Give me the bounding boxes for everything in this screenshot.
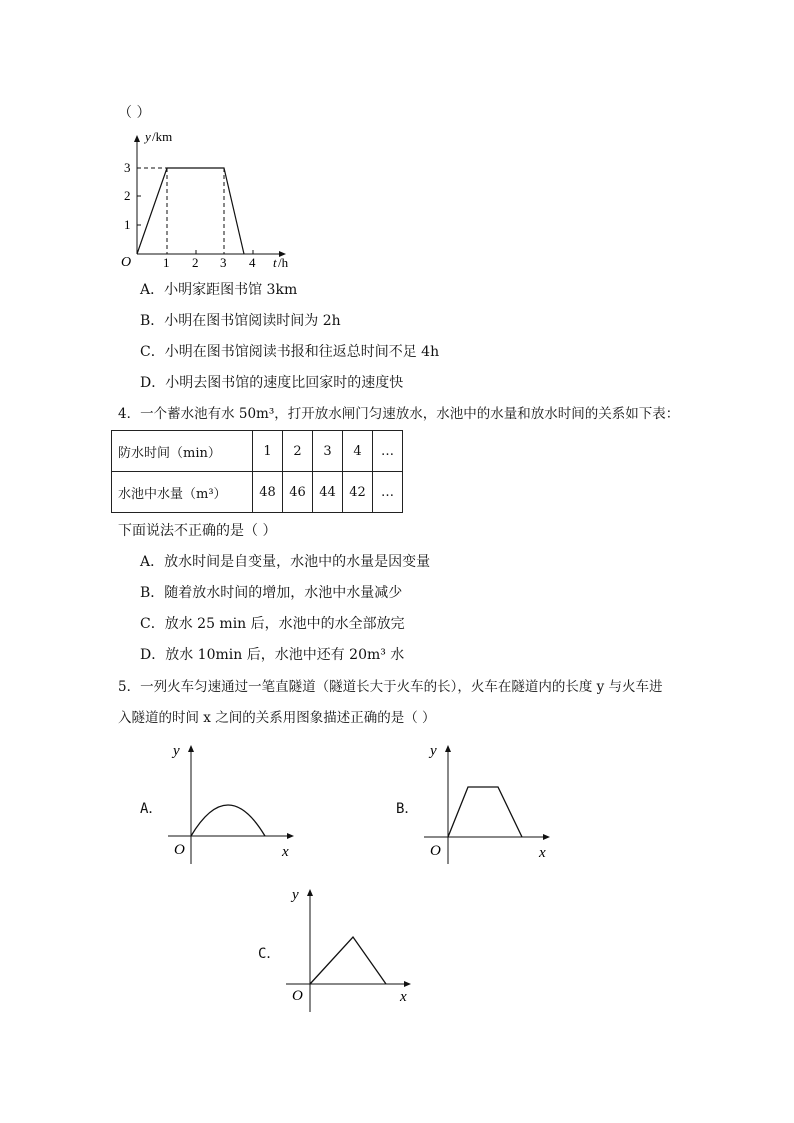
table-cell: … <box>373 472 403 513</box>
xtick-2: 2 <box>192 255 199 270</box>
q4-table <box>111 430 403 513</box>
q4-stem: 4．一个蓄水池有水 50m³，打开放水闸门匀速放水，水池中的水量和放水时间的关系如下表： <box>118 406 680 422</box>
ytick-3: 3 <box>124 160 131 175</box>
q3-option-c: C．小明在图书馆阅读书报和往返总时间不足 4h <box>140 344 440 360</box>
table-row-label: 防水时间（min） <box>112 431 253 472</box>
q4-option-a: A．放水时间是自变量，水池中的水量是因变量 <box>140 554 431 570</box>
xtick-3: 3 <box>220 255 227 270</box>
xtick-4: 4 <box>249 255 256 270</box>
q3-option-a: A．小明家距图书馆 3km <box>140 282 298 298</box>
trapezoid-line <box>448 787 522 837</box>
table-cell: 4 <box>343 431 373 472</box>
table-row <box>112 472 403 513</box>
q5-graph-b-label: B． <box>396 801 419 817</box>
q5-stem-line2: 入隧道的时间 x 之间的关系用图象描述正确的是（ ） <box>118 710 436 726</box>
triangle-line <box>310 937 386 984</box>
x-label: x <box>400 989 407 1005</box>
q5-graph-a <box>160 738 310 868</box>
q3-answer-paren: （ ） <box>118 105 151 121</box>
table-cell: 3 <box>313 431 343 472</box>
q5-graph-a-label: A． <box>140 801 163 817</box>
q5-graph-c-label: C． <box>258 946 281 962</box>
table-cell: 1 <box>253 431 283 472</box>
q3-option-d: D．小明去图书馆的速度比回家时的速度快 <box>140 375 404 391</box>
curve <box>191 805 265 836</box>
table-cell: 42 <box>343 472 373 513</box>
table-row <box>112 431 403 472</box>
y-label: y <box>292 887 299 903</box>
table-cell: … <box>373 431 403 472</box>
y-axis-var: y <box>145 129 151 144</box>
distance-line <box>137 168 244 254</box>
table-row-label: 水池中水量（m³） <box>112 472 253 513</box>
y-label: y <box>173 743 180 759</box>
xtick-1: 1 <box>163 255 170 270</box>
table-cell: 2 <box>283 431 313 472</box>
q4-option-c: C．放水 25 min 后，水池中的水全部放完 <box>140 616 405 632</box>
origin-label: O <box>174 842 185 858</box>
q5-graph-c <box>280 882 430 1017</box>
table-cell: 44 <box>313 472 343 513</box>
ytick-1: 1 <box>124 217 131 232</box>
table-cell: 48 <box>253 472 283 513</box>
q4-option-d: D．放水 10min 后，水池中还有 20m³ 水 <box>140 647 405 663</box>
x-axis-var: t <box>273 255 277 270</box>
q3-distance-time-graph <box>110 126 310 276</box>
ytick-2: 2 <box>124 188 131 203</box>
q4-option-b: B．随着放水时间的增加，水池中水量减少 <box>140 585 403 601</box>
table-cell: 46 <box>283 472 313 513</box>
origin-label: O <box>430 843 441 859</box>
x-label: x <box>539 845 546 861</box>
q3-option-b: B．小明在图书馆阅读时间为 2h <box>140 313 341 329</box>
origin-label: O <box>292 988 303 1004</box>
y-label: y <box>430 743 437 759</box>
q5-graph-b <box>416 738 566 868</box>
y-axis-unit: /km <box>152 129 173 144</box>
origin-label: O <box>121 255 132 270</box>
x-axis-unit: /h <box>278 255 289 270</box>
q4-question: 下面说法不正确的是（ ） <box>118 523 277 539</box>
x-label: x <box>282 844 289 860</box>
q5-stem-line1: 5．一列火车匀速通过一笔直隧道（隧道长大于火车的长），火车在隧道内的长度 y 与火车进 <box>118 679 663 695</box>
